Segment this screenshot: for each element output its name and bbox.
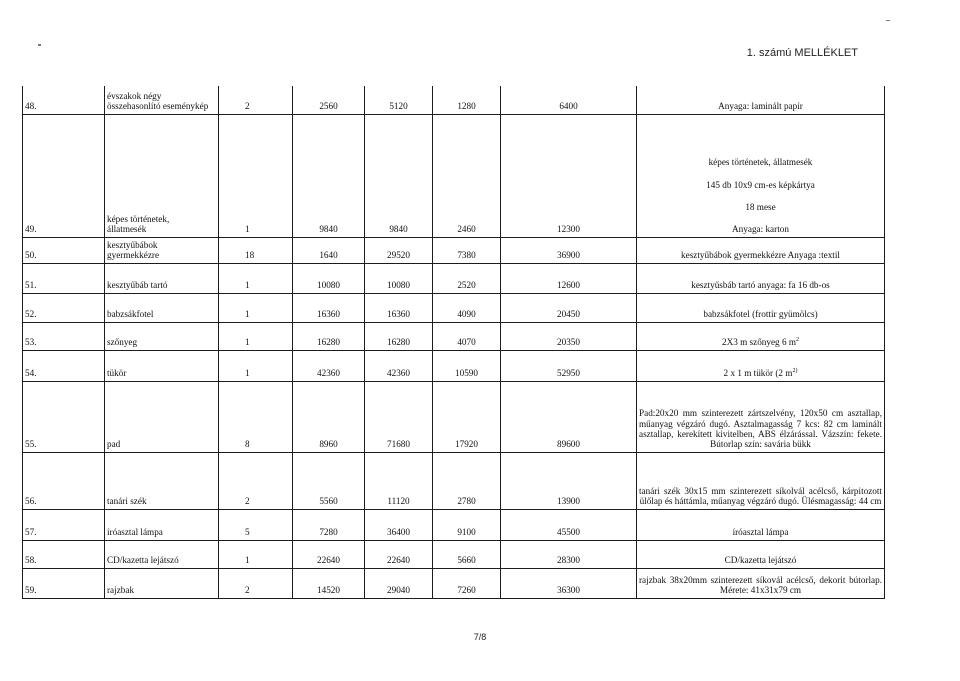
scan-speck [38, 44, 41, 46]
vat-amount: 2460 [433, 114, 501, 237]
vat-amount: 17920 [433, 381, 501, 452]
vat-amount: 5660 [433, 540, 501, 568]
total-net-price: 11120 [365, 452, 433, 509]
item-name: babzsákfotel [105, 293, 219, 322]
description-text: babzsákfotel (frottír gyümölcs) [703, 309, 818, 320]
row-number: 53. [23, 322, 105, 350]
total-gross-price: 20350 [501, 322, 637, 350]
item-description [637, 350, 885, 381]
description-extra-line: képes történetek, állatmesék [708, 157, 813, 168]
total-gross-price: 12600 [501, 263, 637, 293]
vat-amount: 10590 [433, 350, 501, 381]
row-number: 59. [23, 568, 105, 598]
product-table [22, 86, 885, 599]
quantity: 5 [219, 509, 293, 540]
total-gross-price: 45500 [501, 509, 637, 540]
unit-net-price: 1640 [293, 237, 365, 263]
item-description [637, 381, 885, 452]
item-name: kesztyűbábok gyermekkézre [105, 237, 219, 263]
description-text: Pad:20x20 mm szinterezett zártszelvény, 120x50 cm asztallap, műanyag végzáró dugó. Asztalmagasság 7 kcs: 82 cm laminált asztallap, kerekített kivitelben, ABS élzárással. Vázszín: fekete. Bútorlap szín: savária bükk [639, 408, 882, 450]
table-row [23, 540, 885, 568]
item-description [637, 293, 885, 322]
row-number: 55. [23, 381, 105, 452]
row-number: 54. [23, 350, 105, 381]
total-net-price: 29520 [365, 237, 433, 263]
description-text: kesztyűsbáb tartó anyaga: fa 16 db-os [691, 280, 830, 291]
quantity: 1 [219, 322, 293, 350]
table-row [23, 568, 885, 598]
page-number: 7/8 [473, 632, 487, 642]
total-gross-price: 20450 [501, 293, 637, 322]
item-name: CD/kazetta lejátszó [105, 540, 219, 568]
superscript: 2 [796, 337, 799, 344]
description-text: kesztyűbábok gyermekkézre Anyaga :textil [681, 250, 840, 261]
row-number: 58. [23, 540, 105, 568]
total-net-price: 29040 [365, 568, 433, 598]
description-text: íróasztal lámpa [732, 527, 789, 538]
scan-speck [886, 20, 890, 21]
table-row [23, 263, 885, 293]
row-number: 56. [23, 452, 105, 509]
total-net-price: 71680 [365, 381, 433, 452]
item-description [637, 114, 885, 237]
description-text: 2 x 1 m tükör (2 m [723, 368, 793, 379]
item-name: szőnyeg [105, 322, 219, 350]
row-number: 57. [23, 509, 105, 540]
table-row [23, 452, 885, 509]
quantity: 2 [219, 568, 293, 598]
unit-net-price: 16280 [293, 322, 365, 350]
total-gross-price: 36300 [501, 568, 637, 598]
total-gross-price: 36900 [501, 237, 637, 263]
description-extra-line: 145 db 10x9 cm-es képkártya [706, 179, 815, 190]
quantity: 18 [219, 237, 293, 263]
unit-net-price: 9840 [293, 114, 365, 237]
item-description [637, 237, 885, 263]
total-net-price: 16280 [365, 322, 433, 350]
quantity: 2 [219, 86, 293, 114]
vat-amount: 9100 [433, 509, 501, 540]
item-description [637, 322, 885, 350]
vat-amount: 2780 [433, 452, 501, 509]
quantity: 1 [219, 350, 293, 381]
unit-net-price: 42360 [293, 350, 365, 381]
quantity: 2 [219, 452, 293, 509]
unit-net-price: 8960 [293, 381, 365, 452]
item-name: képes történetek, állatmesék [105, 114, 219, 237]
vat-amount: 4090 [433, 293, 501, 322]
total-gross-price: 28300 [501, 540, 637, 568]
total-net-price: 16360 [365, 293, 433, 322]
table-row [23, 86, 885, 114]
description-text: Anyaga: karton [732, 224, 789, 235]
item-name: rajzbak [105, 568, 219, 598]
unit-net-price: 16360 [293, 293, 365, 322]
description-text: CD/kazetta lejátszó [724, 555, 797, 566]
description-extra-line: 18 mese [745, 201, 776, 212]
unit-net-price: 7280 [293, 509, 365, 540]
item-description [637, 452, 885, 509]
row-number: 52. [23, 293, 105, 322]
unit-net-price: 5560 [293, 452, 365, 509]
item-name: kesztyűbáb tartó [105, 263, 219, 293]
unit-net-price: 10080 [293, 263, 365, 293]
row-number: 49. [23, 114, 105, 237]
table-row [23, 293, 885, 322]
item-description [637, 86, 885, 114]
row-number: 50. [23, 237, 105, 263]
total-net-price: 9840 [365, 114, 433, 237]
annex-label: 1. számú MELLÉKLET [746, 47, 858, 59]
quantity: 1 [219, 293, 293, 322]
total-gross-price: 89600 [501, 381, 637, 452]
total-net-price: 22640 [365, 540, 433, 568]
quantity: 1 [219, 263, 293, 293]
table-row [23, 509, 885, 540]
table-row [23, 381, 885, 452]
superscript: 2) [792, 368, 798, 375]
table-row [23, 322, 885, 350]
description-text: 2X3 m szőnyeg 6 m [721, 337, 796, 348]
total-net-price: 5120 [365, 86, 433, 114]
unit-net-price: 14520 [293, 568, 365, 598]
item-name: tanári szék [105, 452, 219, 509]
item-description [637, 509, 885, 540]
total-net-price: 36400 [365, 509, 433, 540]
vat-amount: 2520 [433, 263, 501, 293]
row-number: 48. [23, 86, 105, 114]
vat-amount: 7260 [433, 568, 501, 598]
description-text: Anyaga: laminált papír [718, 101, 803, 112]
table-row [23, 350, 885, 381]
item-name: évszakok négy összehasonlító eseménykép [105, 86, 219, 114]
total-gross-price: 13900 [501, 452, 637, 509]
vat-amount: 4070 [433, 322, 501, 350]
table-row [23, 237, 885, 263]
total-gross-price: 52950 [501, 350, 637, 381]
row-number: 51. [23, 263, 105, 293]
item-name: íróasztal lámpa [105, 509, 219, 540]
item-description [637, 263, 885, 293]
unit-net-price: 22640 [293, 540, 365, 568]
item-description [637, 568, 885, 598]
item-name: tükör [105, 350, 219, 381]
description-text: rajzbak 38x20mm szinterezett síkovál acélcső, dekorit bútorlap. Mérete: 41x31x79 cm [639, 574, 882, 596]
total-gross-price: 12300 [501, 114, 637, 237]
quantity: 1 [219, 540, 293, 568]
item-name: pad [105, 381, 219, 452]
unit-net-price: 2560 [293, 86, 365, 114]
total-gross-price: 6400 [501, 86, 637, 114]
table-row [23, 114, 885, 237]
quantity: 1 [219, 114, 293, 237]
vat-amount: 1280 [433, 86, 501, 114]
vat-amount: 7380 [433, 237, 501, 263]
quantity: 8 [219, 381, 293, 452]
total-net-price: 42360 [365, 350, 433, 381]
description-text: tanári szék 30x15 mm szinterezett síkolvál acélcső, kárpitozott ülőlap és háttámla, műanyag végzáró dugó. Ülésmagasság: 44 cm [639, 485, 882, 507]
total-net-price: 10080 [365, 263, 433, 293]
item-description [637, 540, 885, 568]
